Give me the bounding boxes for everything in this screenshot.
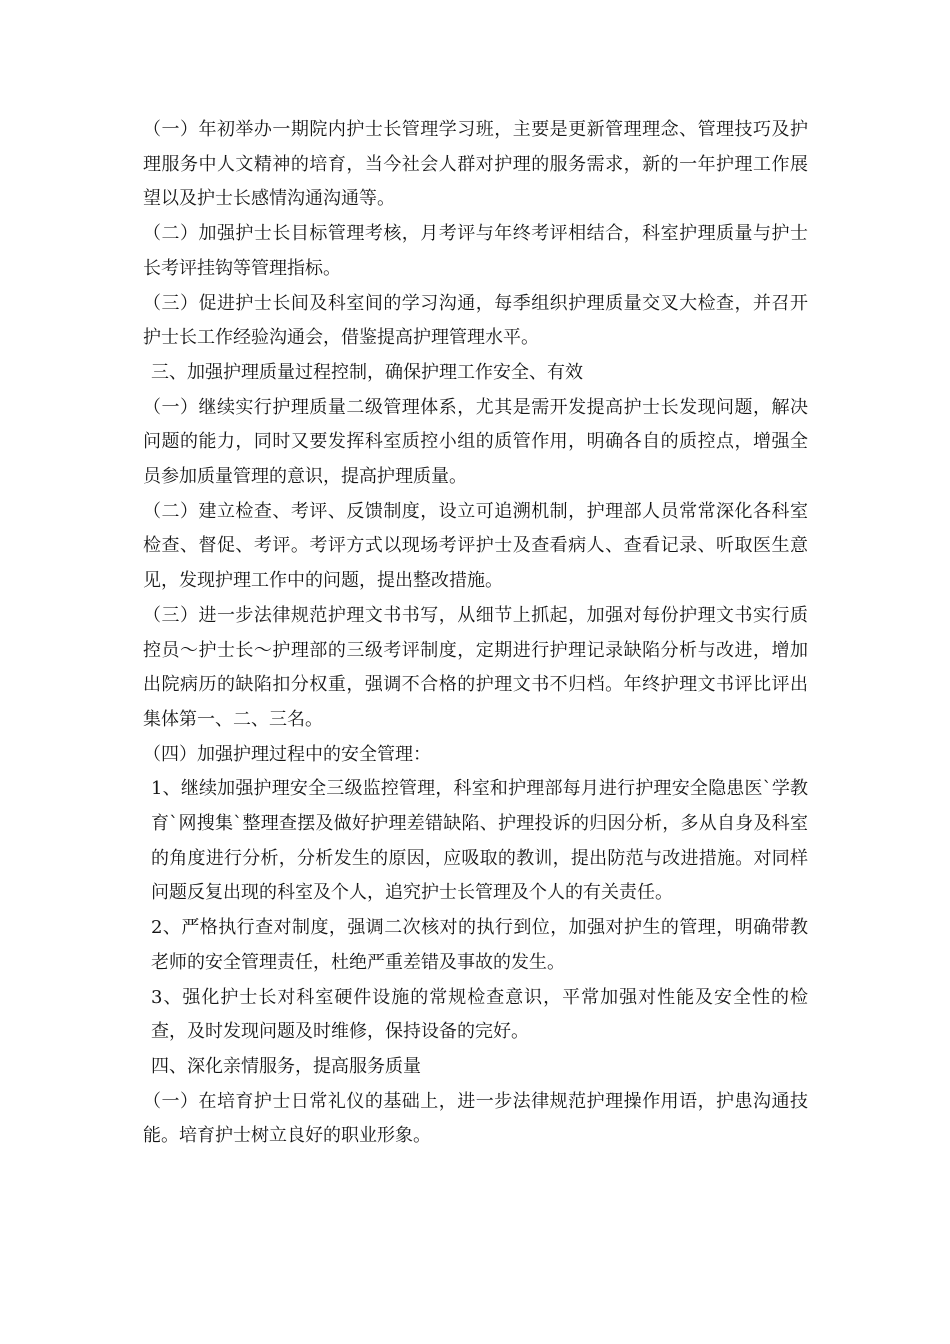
paragraph-safety-management-heading: （四）加强护理过程中的安全管理：	[143, 743, 431, 765]
paragraph-learning-exchange: （三）促进护士长间及科室间的学习沟通，每季组织护理质量交叉大检查，并召开护士长工作经验沟通会，借鉴提高护理管理水平。	[143, 292, 808, 349]
paragraph-target-assessment: （二）加强护士长目标管理考核，月考评与年终考评相结合，科室护理质量与护士长考评挂钩等管理指标。	[143, 223, 808, 279]
paragraph-safety-monitoring: 1、继续加强护理安全三级监控管理，科室和护理部每月进行护理安全隐患医`学教育`网搜集`整理查摆及做好护理差错缺陷、护理投诉的归因分析，多从自身及科室的角度进行分析，分析发生的原因，应吸取的教训，提出防范与改进措施。对同样问题反复出现的科室及个人，追究护士长管理及个人的有关责任。	[151, 778, 808, 904]
document-body	[143, 113, 808, 1154]
paragraph-inspection-feedback: （二）建立检查、考评、反馈制度，设立可追溯机制，护理部人员常常深化各科室检查、督促、考评。考评方式以现场考评护士及查看病人、查看记录、听取医生意见，发现护理工作中的问题，提出整改措施。	[143, 500, 808, 592]
section-heading-quality-control: 三、加强护理质量过程控制，确保护理工作安全、有效	[151, 361, 583, 383]
paragraph-etiquette-training: （一）在培育护士日常礼仪的基础上，进一步法律规范护理操作用语，护患沟通技能。培育护士树立良好的职业形象。	[143, 1090, 808, 1147]
section-heading-service-quality: 四、深化亲情服务，提高服务质量	[151, 1055, 421, 1077]
paragraph-hardware-inspection: 3、强化护士长对科室硬件设施的常规检查意识，平常加强对性能及安全性的检查，及时发现问题及时维修，保持设备的完好。	[151, 986, 808, 1043]
paragraph-check-system: 2、严格执行查对制度，强调二次核对的执行到位，加强对护生的管理，明确带教老师的安全管理责任，杜绝严重差错及事故的发生。	[151, 917, 808, 973]
paragraph-two-level-management: （一）继续实行护理质量二级管理体系，尤其是需开发提高护士长发现问题，解决问题的能力，同时又要发挥科室质控小组的质管作用，明确各自的质控点，增强全员参加质量管理的意识，提高护理质量。	[143, 396, 808, 488]
paragraph-nursing-documents: （三）进一步法律规范护理文书书写，从细节上抓起，加强对每份护理文书实行质控员～护士长～护理部的三级考评制度，定期进行护理记录缺陷分析与改进，增加出院病历的缺陷扣分权重，强调不合格的护理文书不归档。年终护理文书评比评出集体第一、二、三名。	[143, 604, 808, 730]
paragraph-training-class: （一）年初举办一期院内护士长管理学习班，主要是更新管理理念、管理技巧及护理服务中人文精神的培育，当今社会人群对护理的服务需求，新的一年护理工作展望以及护士长感情沟通沟通等。	[143, 119, 808, 210]
